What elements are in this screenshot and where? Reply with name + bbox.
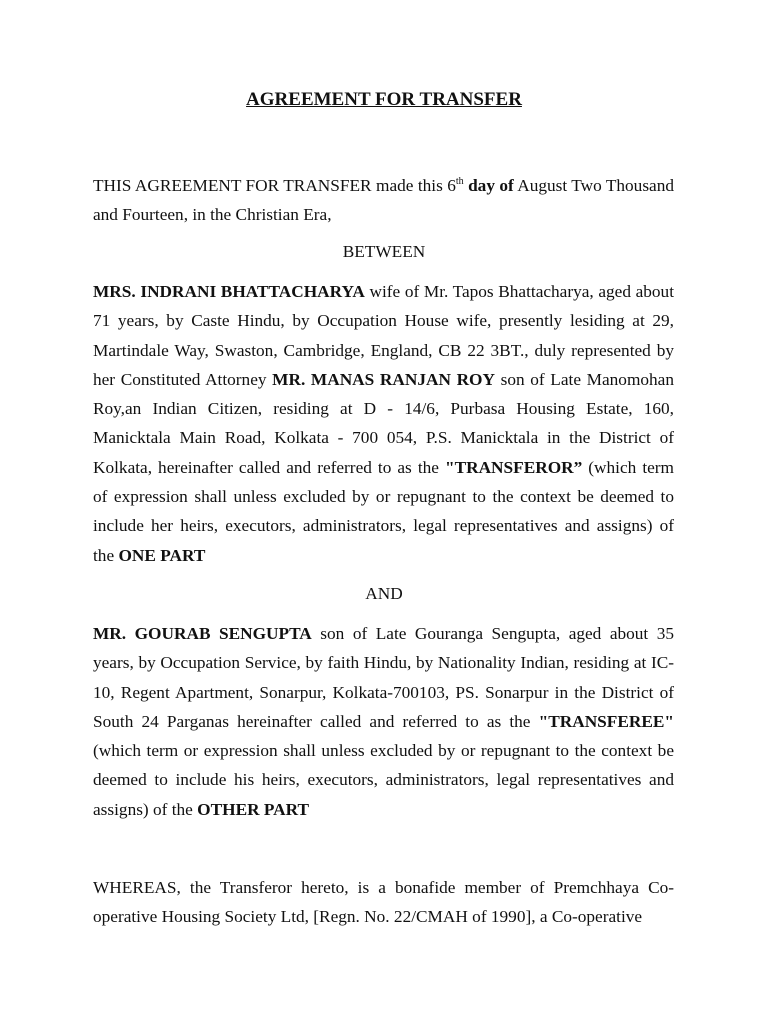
document-title: AGREEMENT FOR TRANSFER <box>246 89 522 110</box>
transferor-role: "TRANSFEROR” <box>444 457 583 477</box>
one-part-label: ONE PART <box>118 545 206 565</box>
transferor-text-3: (which term of expression shall unless excluded by or repugnant to the context be deemed to include her heirs, executors, administrators, legal representatives and assigns) of the <box>93 457 674 565</box>
transferee-name: MR. GOURAB SENGUPTA <box>93 624 312 643</box>
intro-text: THIS AGREEMENT FOR TRANSFER made this 6 <box>93 176 456 195</box>
transferor-text-2: son of Late Manomohan Roy,an Indian Citizen, residing at D - 14/6, Purbasa Housing Estate, 160, Manicktala Main Road, Kolkata - 700 054, P.S. Manicktala in the District of Kolkata, hereinafter called and referred to as the <box>93 369 674 477</box>
intro-superscript: th <box>455 176 464 187</box>
transferee-paragraph <box>93 619 674 824</box>
intro-date-text: August Two Thousand and Fourteen, in the Christian Era, <box>93 176 674 225</box>
transferor-name: MRS. INDRANI BHATTACHARYA <box>93 282 365 301</box>
between-heading: BETWEEN <box>342 242 426 261</box>
attorney-name: MR. MANAS RANJAN ROY <box>272 369 495 389</box>
and-heading: AND <box>365 584 403 603</box>
whereas-paragraph: WHEREAS, the Transferor hereto, is a bonafide member of Premchhaya Co-operative Housing Society Ltd, [Regn. No. 22/CMAH of 1990], a Co-operative <box>93 878 674 927</box>
intro-bold: day of <box>463 176 514 195</box>
transferor-paragraph <box>93 277 674 570</box>
other-part-label: OTHER PART <box>197 799 310 819</box>
transferee-text-1: son of Late Gouranga Sengupta, aged about 35 years, by Occupation Service, by faith Hindu, by Nationality Indian, residing at IC-10, Regent Apartment, Sonarpur, Kolkata-700103, PS. Sonarpur in the District of South 24 Parganas hereinafter called and referred to as the <box>93 624 675 731</box>
intro-paragraph <box>93 171 674 230</box>
transferee-text-2: (which term or expression shall unless excluded by or repugnant to the context be deemed to include his heirs, executors, administrators, legal representatives and assigns) of the <box>93 741 674 819</box>
transferor-text-1: wife of Mr. Tapos Bhattacharya, aged about 71 years, by Caste Hindu, by Occupation House wife, presently lesiding at 29, Martindale Way, Swaston, Cambridge, England, CB 22 3BT., duly represented by her Constituted Attorney <box>93 282 674 389</box>
transferee-role: "TRANSFEREE" <box>538 711 674 731</box>
